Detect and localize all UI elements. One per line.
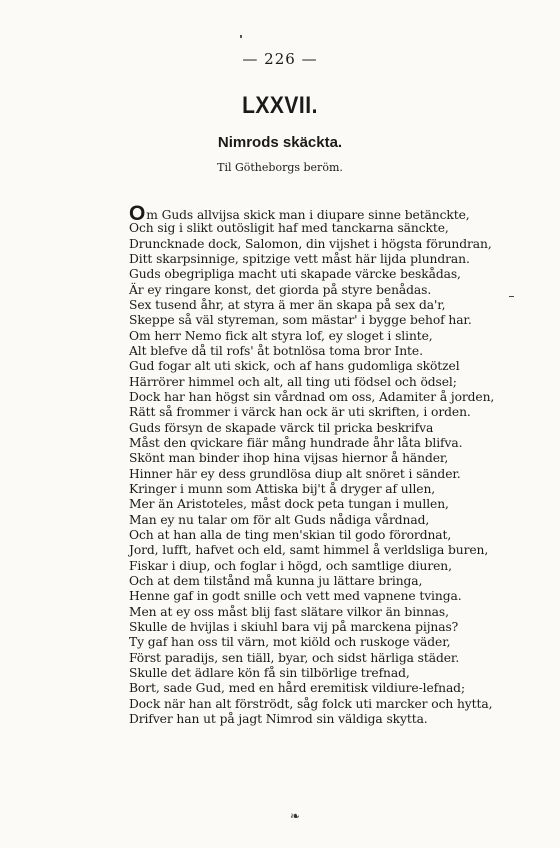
poem-body <box>129 202 519 727</box>
poem-line: Men at ey oss måst blij fast slätare vilkor än binnas, <box>129 604 449 619</box>
poem-line: Är ey ringare konst, det giorda på styre benådas. <box>129 282 432 297</box>
page-number: — 226 — <box>242 50 318 68</box>
poem-line: Bort, sade Gud, med en hård eremitisk vildiure-lefnad; <box>129 681 465 696</box>
poem-line: Guds försyn de skapade värck til pricka beskrifva <box>129 420 434 435</box>
poem-line: Rätt så frommer i värck han ock är uti skriften, i orden. <box>129 405 471 420</box>
poem-line: Härrörer himmel och alt, all ting uti födsel och ödsel; <box>129 374 457 389</box>
poem-line: Guds obegripliga macht uti skapade värcke beskådas, <box>129 267 461 282</box>
poem-line: Måst den qvickare fiär mång hundrade åhr låta blifva. <box>129 435 463 450</box>
poem-line: Dock har han högst sin vårdnad om oss, Adamiter å jorden, <box>129 389 495 404</box>
poem-line: Jord, lufft, hafvet och eld, samt himmel å verldsliga buren, <box>129 543 489 558</box>
poem-title: Nimrods skäckta. <box>217 134 343 151</box>
poem-line: Först paradijs, sen tiäll, byar, och sidst härliga städer. <box>129 650 460 665</box>
poem-line: Ditt skarpsinnige, spitzige vett måst här lijda plundran. <box>129 251 470 266</box>
poem-line: Drifver han ut på jagt Nimrod sin väldiga skytta. <box>129 711 428 726</box>
poem-line: Om herr Nemo fick alt styra lof, ey sloget i slinte, <box>129 328 433 343</box>
poem-line: Ty gaf han oss til värn, mot kiöld och ruskoge väder, <box>129 635 451 650</box>
poem-line: Skeppe så väl styreman, som mästar' i bygge behof har. <box>129 313 472 328</box>
poem-line: Man ey nu talar om för alt Guds nådiga vårdnad, <box>129 512 430 527</box>
poem-line: Om Guds allvijsa skick man i diupare sinne betänckte, <box>129 202 470 225</box>
ornament-mark: ❧ <box>290 809 301 823</box>
poem-subtitle: Til Götheborgs beröm. <box>217 161 343 174</box>
ink-mark <box>509 296 514 297</box>
chapter-number: LXXVII. <box>242 92 318 119</box>
poem-line: Och at dem tilstånd må kunna ju lättare bringa, <box>129 573 423 588</box>
poem-line: Gud fogar alt uti skick, och af hans gudomliga skötzel <box>129 359 460 374</box>
poem-line: Druncknade dock, Salomon, din vijshet i högsta förundran, <box>129 236 492 251</box>
poem-line: Skönt man binder ihop hina vijsas hiernor å händer, <box>129 451 449 466</box>
ink-speck <box>240 35 242 38</box>
poem-line: Och sig i slikt outösligit haf med tanckarna sänckte, <box>129 221 449 236</box>
poem-line: Hinner här ey dess grundlösa diup alt snöret i sänder. <box>129 466 461 481</box>
poem-line: Sex tusend åhr, at styra ä mer än skapa på sex da'r, <box>129 297 446 312</box>
drop-initial: O <box>129 202 146 225</box>
poem-line: Kringer i munn som Attiska bij't å dryger af ullen, <box>129 481 436 496</box>
poem-line: Henne gaf in godt snille och vett med vapnene tvinga. <box>129 589 462 604</box>
poem-line: Och at han alla de ting men'skian til godo förordnat, <box>129 527 452 542</box>
poem-line: Alt blefve då til rofs' åt botnlösa toma bror Inte. <box>129 343 423 358</box>
poem-line: Skulle det ädlare kön få sin tilbörlige trefnad, <box>129 665 410 680</box>
poem-line: Skulle de hvijlas i skiuhl bara vij på marckena pijnas? <box>129 619 459 634</box>
poem-line: Fiskar i diup, och foglar i högd, och samtlige diuren, <box>129 558 452 573</box>
poem-line: Dock när han alt förströdt, såg folck uti marcker och hytta, <box>129 696 493 711</box>
poem-line: Mer än Aristoteles, måst dock peta tungan i mullen, <box>129 497 449 512</box>
